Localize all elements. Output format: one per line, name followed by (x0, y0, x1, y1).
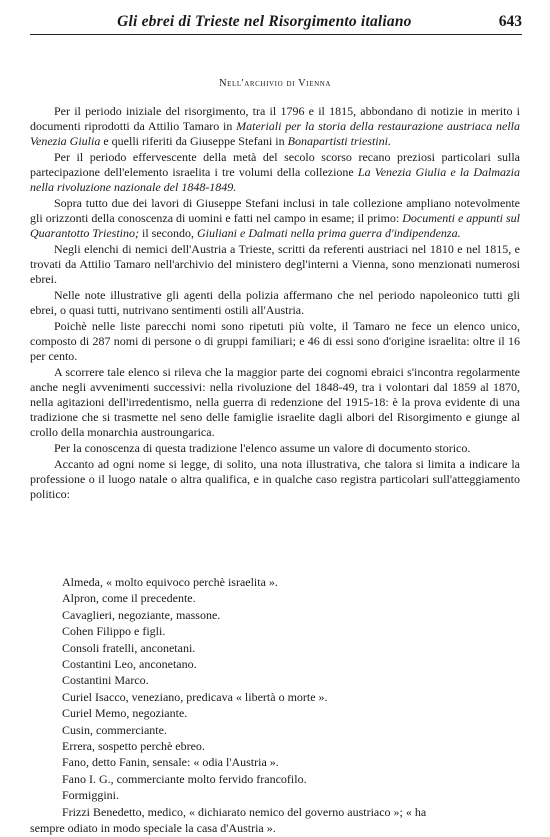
text-run: Sopra tutto due dei lavori di Giuseppe Stefani inclusi in tale collezione ampliano notevolmente gli orizzonti della conoscenza di uomini e fatti nel campo in esame; il primo: (30, 196, 520, 225)
text-run: Negli elenchi di nemici dell'Austria a Trieste, scritti da referenti austriaci nel 1810 e nel 1815, e trovati da Attilio Tamaro nell'archivio del ministero degl'interni a Vienna, sono menzionati numerosi ebrei. (30, 242, 520, 286)
paragraph (30, 196, 520, 241)
list-item-text: Consoli fratelli, anconetani. (62, 640, 196, 655)
section-heading: Nell'archivio di Vienna (218, 78, 332, 89)
list-item (62, 656, 520, 672)
list-item-text: Costantini Marco. (62, 673, 149, 688)
running-title: Gli ebrei di Trieste nel Risorgimento italiano (117, 13, 412, 30)
list-item-continuation: sempre odiato in modo speciale la casa d'Austria ». (30, 821, 276, 836)
paragraph (30, 319, 520, 364)
list-item-text: Curiel Memo, negoziante. (62, 706, 188, 721)
list-item (62, 607, 520, 623)
paragraph (30, 288, 520, 318)
list-item-text: Frizzi Benedetto, medico, « dichiarato nemico del governo austriaco »; « ha (62, 804, 427, 819)
paragraph (30, 104, 520, 149)
paragraph (30, 441, 520, 456)
list-item (62, 771, 520, 787)
text-run: il secondo, (139, 226, 198, 240)
italic-run: Materiali per la storia della restaurazione austriaca nella Venezia Giulia (30, 119, 521, 148)
paragraph (30, 457, 520, 502)
body-text (30, 104, 520, 503)
text-run: Nelle note illustrative gli agenti della polizia affermano che nel periodo napoleonico tutti gli ebrei, o quasi tutti, nutrivano sentimenti ostili all'Austria. (30, 288, 520, 317)
list-item-text: Fano I. G., commerciante molto fervido francofilo. (62, 771, 307, 786)
list-item (62, 590, 520, 606)
name-list (30, 574, 520, 837)
list-item (62, 672, 520, 688)
list-item-text: Alpron, come il precedente. (62, 591, 196, 606)
text-run: e quelli riferiti da Giuseppe Stefani in (100, 134, 288, 148)
list-item (62, 689, 520, 705)
italic-run: Bonapartisti triestini. (287, 134, 391, 148)
list-item-text: Costantini Leo, anconetano. (62, 657, 197, 672)
list-item-text: Curiel Isacco, veneziano, predicava « libertà o morte ». (62, 689, 328, 704)
text-run: Poichè nelle liste parecchi nomi sono ripetuti più volte, il Tamaro ne fece un elenco unico, composto di 287 nomi di persone o di gruppi familiari; e 46 di essi sono d'origine israelita: oltre il 16 per cento. (30, 319, 520, 363)
italic-run: Giuliani e Dalmati nella prima guerra d'indipendenza. (197, 226, 461, 240)
list-item (30, 804, 520, 837)
text-run: Per la conoscenza di questa tradizione l'elenco assume un valore di documento storico. (54, 441, 471, 455)
list-item (62, 722, 520, 738)
list-item (62, 754, 520, 770)
list-item-text: Fano, detto Fanin, sensale: « odia l'Austria ». (62, 755, 279, 770)
text-run: Per il periodo iniziale del risorgimento, tra il 1796 e il 1815, abbondano di notizie in merito i documenti riprodotti da Attilio Tamaro in (30, 104, 520, 133)
italic-run: La Venezia Giulia e la Dalmazia nella rivoluzione nazionale del 1848-1849. (30, 165, 520, 194)
running-head (30, 10, 522, 35)
list-item (62, 787, 520, 803)
paragraph (30, 365, 520, 440)
list-item (62, 574, 520, 590)
list-item (62, 738, 520, 754)
list-item-text: Errera, sospetto perchè ebreo. (62, 739, 205, 754)
text-run: Accanto ad ogni nome si legge, di solito, una nota illustrativa, che talora si limita a indicare la professione o il luogo natale o altra qualifica, e in qualche caso registra particolari sull'atteggiamento politico: (30, 457, 520, 501)
list-item-text: Cohen Filippo e figli. (62, 624, 166, 639)
list-item (62, 640, 520, 656)
page-number: 643 (498, 13, 522, 30)
text-run: Per il periodo effervescente della metà del secolo scorso recano preziosi particolari sulla partecipazione dell'elemento israelita i tre volumi della collezione (30, 150, 520, 179)
text-run: A scorrere tale elenco si rileva che la maggior parte dei cognomi ebraici s'incontra regolarmente anche negli avvenimenti successivi: nella rivoluzione del 1848-49, tra i volontari dal 1859 al 1870, nella agitazioni dell'irredentismo, nella guerra di redenzione del 1915-18: è la prova evidente di una tradizione che si trasmette nel seno delle famiglie israelite dagli albori del Risorgimento e giunge al crollo della monarchia austroungarica. (30, 365, 520, 439)
list-item-text: Almeda, « molto equivoco perchè israelita ». (62, 575, 278, 589)
list-item (62, 705, 520, 721)
list-item-text: Cavaglieri, negoziante, massone. (62, 607, 221, 622)
paragraph (30, 242, 520, 287)
paragraph (30, 150, 520, 195)
list-item-text: Formiggini. (62, 788, 120, 803)
list-item-text: Cusin, commerciante. (62, 722, 167, 737)
list-item (62, 623, 520, 639)
italic-run: Documenti e appunti sul Quarantotto Triestino; (30, 211, 520, 240)
